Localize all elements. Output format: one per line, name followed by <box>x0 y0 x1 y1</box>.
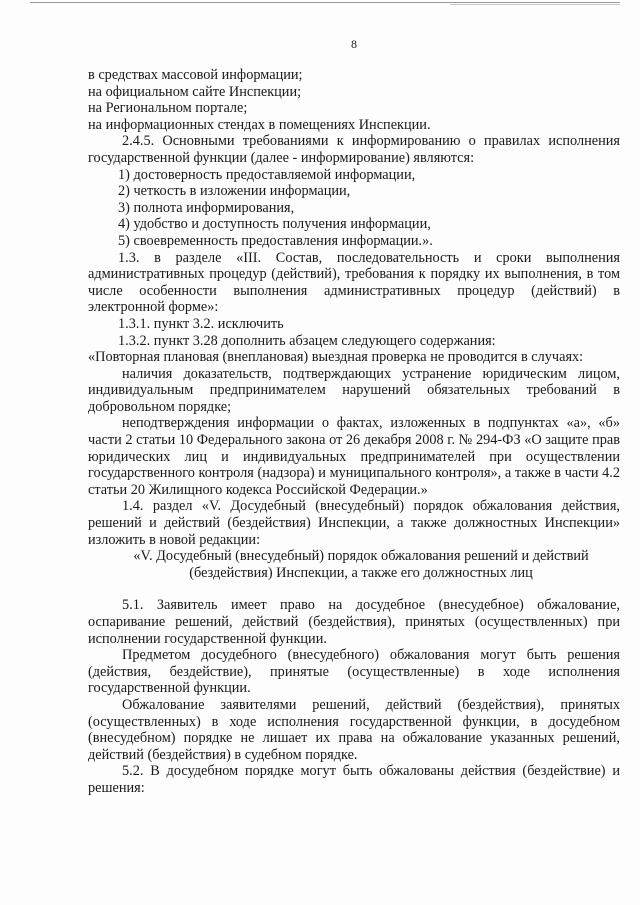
page-top-edge-shadow <box>450 4 620 5</box>
paragraph: 5.2. В досудебном порядке могут быть обжалованы действия (бездействие) и решения: <box>88 763 620 796</box>
list-item: 3) полнота информирования, <box>118 199 295 216</box>
paragraph: «Повторная плановая (внеплановая) выездная проверка не проводится в случаях: <box>88 349 584 366</box>
paragraph: 2.4.5. Основными требованиями к информированию о правилах исполнения государственной функции (далее - информирование) являются: <box>88 133 620 166</box>
paragraph: на Региональном портале; <box>88 100 248 117</box>
list-item: 5) своевременность предоставления информации.». <box>118 232 433 249</box>
section-heading: «V. Досудебный (внесудебный) порядок обжалования решений и действий (бездействия) Инспекции, а также его должностных лиц <box>133 548 589 581</box>
document-body <box>88 67 620 797</box>
paragraph: в средствах массовой информации; <box>88 67 303 83</box>
paragraph: неподтверждения информации о фактах, изложенных в подпунктах «а», «б» части 2 статьи 10 Федерального закона от 26 декабря 2008 г. № 294-ФЗ «О защите прав юридических лиц и индивидуальных предпринимателей при осуществлении государственного контроля (надзора) и муниципального контроля», а также в части 4.2 статьи 20 Жилищного кодекса Российской Федерации.» <box>88 415 620 498</box>
paragraph: Обжалование заявителями решений, действий (бездействия), принятых (осуществленных) в ходе исполнения государственной функции, в досудебном (внесудебном) порядке не лишает их права на обжалование указанных решений, действий (бездействия) в судебном порядке. <box>88 696 620 763</box>
paragraph: на официальном сайте Инспекции; <box>88 83 302 100</box>
paragraph: 1.3.2. пункт 3.28 дополнить абзацем следующего содержания: <box>118 332 496 349</box>
paragraph: на информационных стендах в помещениях Инспекции. <box>88 116 431 133</box>
paragraph: 1.3.1. пункт 3.2. исключить <box>118 315 284 332</box>
list-item: 2) четкость в изложении информации, <box>118 183 351 200</box>
paragraph: 5.1. Заявитель имеет право на досудебное (внесудебное) обжалование, оспаривание решений, действий (бездействия), принятых (осуществленных) при исполнении государственной функции. <box>88 597 620 647</box>
list-item: 1) достоверность предоставляемой информации, <box>118 166 416 183</box>
list-item: 4) удобство и доступность получения информации, <box>118 216 431 233</box>
spacer <box>88 581 620 597</box>
page-top-edge <box>30 2 620 3</box>
page-number: 8 <box>351 37 357 51</box>
paragraph: 1.3. в разделе «III. Состав, последовательность и сроки выполнения административных процедур (действий), требования к порядку их выполнения, в том числе особенности выполнения административных процедур (действий) в электронной форме»: <box>88 249 620 316</box>
paragraph: Предметом досудебного (внесудебного) обжалования могут быть решения (действия, бездействие), принятые (осуществленные) в ходе исполнения государственной функции. <box>88 647 620 697</box>
paragraph: наличия доказательств, подтверждающих устранение юридическим лицом, индивидуальным предпринимателем нарушений обязательных требований в добровольном порядке; <box>88 365 620 415</box>
paragraph: 1.4. раздел «V. Досудебный (внесудебный) порядок обжалования действия, решений и действий (бездействия) Инспекции, а также должностных Инспекции» изложить в новой редакции: <box>88 498 620 548</box>
